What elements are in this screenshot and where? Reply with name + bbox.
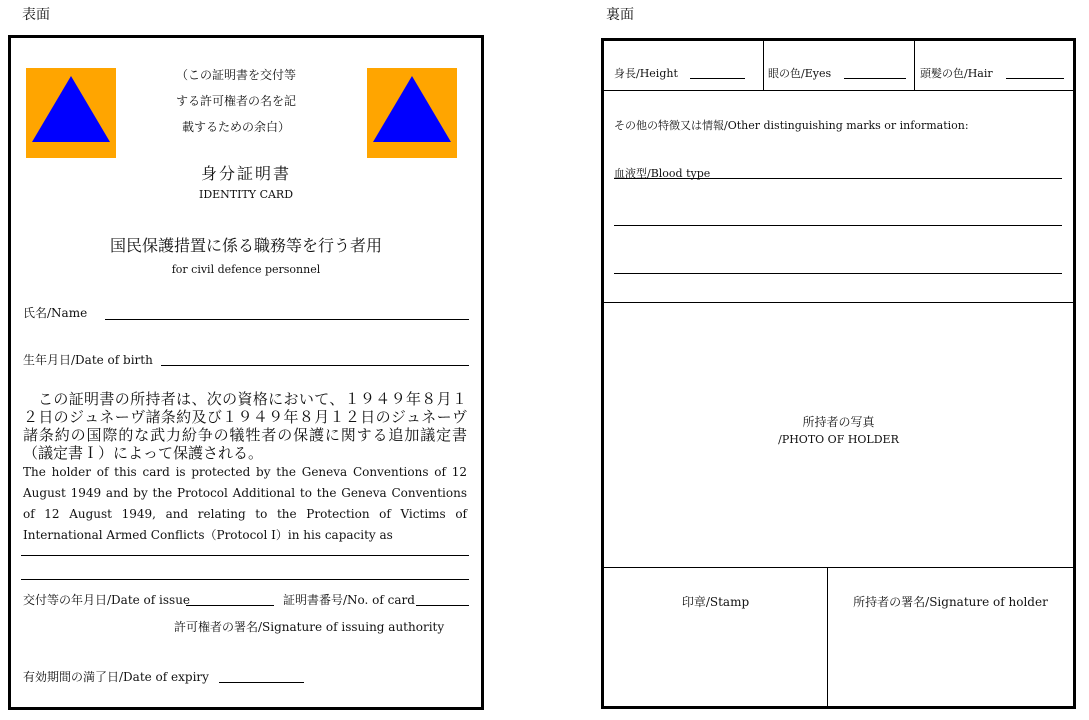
protection-statement-en: The holder of this card is protected by the Geneva Conventions of 12 August 1949 and by the Protocol Additional to the Geneva Conventions of 12 August 1949, and relating to the Protection of Victims of International Armed Conflicts（Protocol I）in his capacity as — [23, 465, 467, 542]
back-side-label: 裏面 — [606, 7, 634, 23]
dob-field-line — [161, 365, 469, 366]
issuing-authority-signature-label: 許可権者の署名/Signature of issuing authority — [174, 620, 445, 634]
hair-color-line — [1006, 78, 1064, 79]
capacity-line-2 — [21, 579, 469, 580]
authority-note-line-1: （この証明書を交付等 — [175, 68, 296, 82]
date-of-expiry-line — [219, 682, 304, 683]
height-line — [690, 78, 745, 79]
stamp-label: 印章/Stamp — [681, 595, 750, 609]
capacity-line-1 — [21, 555, 469, 556]
blood-type-label: 血液型/Blood type — [614, 167, 711, 180]
row-divider — [604, 90, 1073, 91]
photo-label-jp: 所持者の写真 — [802, 415, 875, 429]
blood-type-line — [614, 178, 1062, 179]
name-label: 氏名/Name — [23, 306, 88, 320]
info-line — [614, 225, 1062, 226]
civil-defence-emblem-icon — [26, 68, 116, 158]
dob-label: 生年月日/Date of birth — [23, 353, 153, 367]
card-number-label: 証明書番号/No. of card — [283, 593, 415, 607]
identity-card-front — [8, 35, 484, 710]
hair-color-label: 頭髪の色/Hair — [920, 67, 993, 80]
protection-statement-jp: この証明書の所持者は、次の資格において、１９４９年８月１２日のジュネーヴ諸条約及び１９４９年８月１２日のジュネーヴ諸条約の国際的な武力紛争の犠牲者の保護に関する追加議定書（議定書Ｉ）によって保護される。 — [23, 390, 467, 462]
photo-label-en: /PHOTO OF HOLDER — [778, 433, 899, 446]
front-side-label: 表面 — [22, 7, 50, 23]
info-line — [614, 273, 1062, 274]
holder-signature-label: 所持者の署名/Signature of holder — [853, 595, 1048, 609]
date-of-issue-label: 交付等の年月日/Date of issue — [23, 593, 191, 607]
section-divider — [604, 302, 1073, 303]
card-title-en: IDENTITY CARD — [198, 188, 294, 201]
cell-divider — [763, 41, 764, 90]
date-of-issue-line — [186, 605, 274, 606]
cell-divider — [914, 41, 915, 90]
civil-defence-emblem-icon — [367, 68, 457, 158]
section-divider — [604, 567, 1073, 568]
height-label: 身長/Height — [614, 67, 678, 80]
card-subtitle-en: for civil defence personnel — [171, 263, 321, 276]
authority-note-line-3: 載するための余白） — [181, 120, 290, 134]
card-number-line — [416, 605, 469, 606]
name-field-line — [105, 319, 469, 320]
other-marks-label: その他の特徴又は情報/Other distinguishing marks or information: — [614, 119, 969, 132]
authority-note-line-2: する許可権者の名を記 — [175, 94, 296, 108]
identity-card-back — [601, 38, 1076, 709]
cell-divider — [827, 567, 828, 706]
card-title-jp: 身分証明書 — [200, 164, 291, 183]
date-of-expiry-label: 有効期間の満了日/Date of expiry — [23, 670, 209, 684]
card-subtitle-jp: 国民保護措置に係る職務等を行う者用 — [109, 236, 382, 255]
eyes-color-line — [844, 78, 906, 79]
eyes-color-label: 眼の色/Eyes — [768, 67, 832, 80]
